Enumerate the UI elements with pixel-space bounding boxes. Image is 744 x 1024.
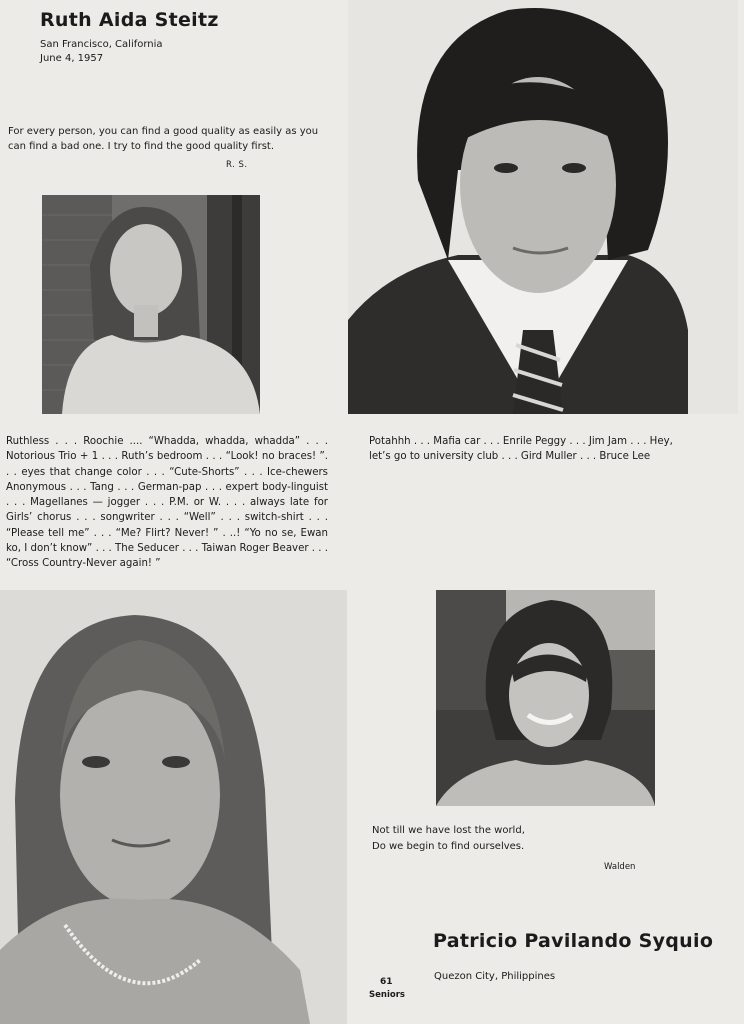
- ruth-portrait-photo: [0, 590, 347, 1024]
- ruth-city: San Francisco, California: [40, 39, 163, 50]
- ruth-bio: Ruthless . . . Roochie .... “Whadda, whadda, whadda” . . . Notorious Trio + 1 . . . Ruth’s bedroom . . . “Look! no braces! ”. . . eyes that change color . . . “Cute-Shorts” . . . Ice-chewers Anonymous . . . Tang . . . German-pap . . . expert body-linguist . . . Magellanes — jogger . . . P.M. or W. . . . always late for Girls’ chorus . . . songwriter . . . “Well” . . . switch-shirt . . . “Please tell me” . . . “Me? Flirt? Never! ” . ..! “Yo no se, Ewan ko, I don’t know” . . . The Seducer . . . Taiwan Roger Beaver . . . “Cross Country-Never again! ”: [6, 436, 328, 570]
- ruth-name: Ruth Aida Steitz: [40, 9, 219, 31]
- patricio-quote-line1: Not till we have lost the world,: [372, 825, 525, 836]
- patricio-city: Quezon City, Philippines: [434, 971, 556, 982]
- patricio-portrait-photo: [348, 0, 738, 414]
- ruth-quote: For every person, you can find a good quality as easily as you can find a bad one. I try to find the good quality first.: [8, 126, 319, 152]
- patricio-name: Patricio Pavilando Syquio: [433, 930, 714, 952]
- patricio-quote-author: Walden: [604, 862, 636, 872]
- page-number: 61: [380, 977, 393, 987]
- patricio-quote-line2: Do we begin to find ourselves.: [372, 841, 525, 852]
- ruth-candid-photo: [42, 195, 260, 414]
- patricio-bio: Potahhh . . . Mafia car . . . Enrile Peggy . . . Jim Jam . . . Hey, let’s go to university club . . . Gird Muller . . . Bruce Lee: [369, 436, 673, 463]
- ruth-quote-author: R. S.: [226, 160, 248, 170]
- section-label: Seniors: [369, 990, 405, 1000]
- ruth-birthdate: June 4, 1957: [40, 53, 104, 64]
- patricio-candid-photo: [436, 590, 655, 806]
